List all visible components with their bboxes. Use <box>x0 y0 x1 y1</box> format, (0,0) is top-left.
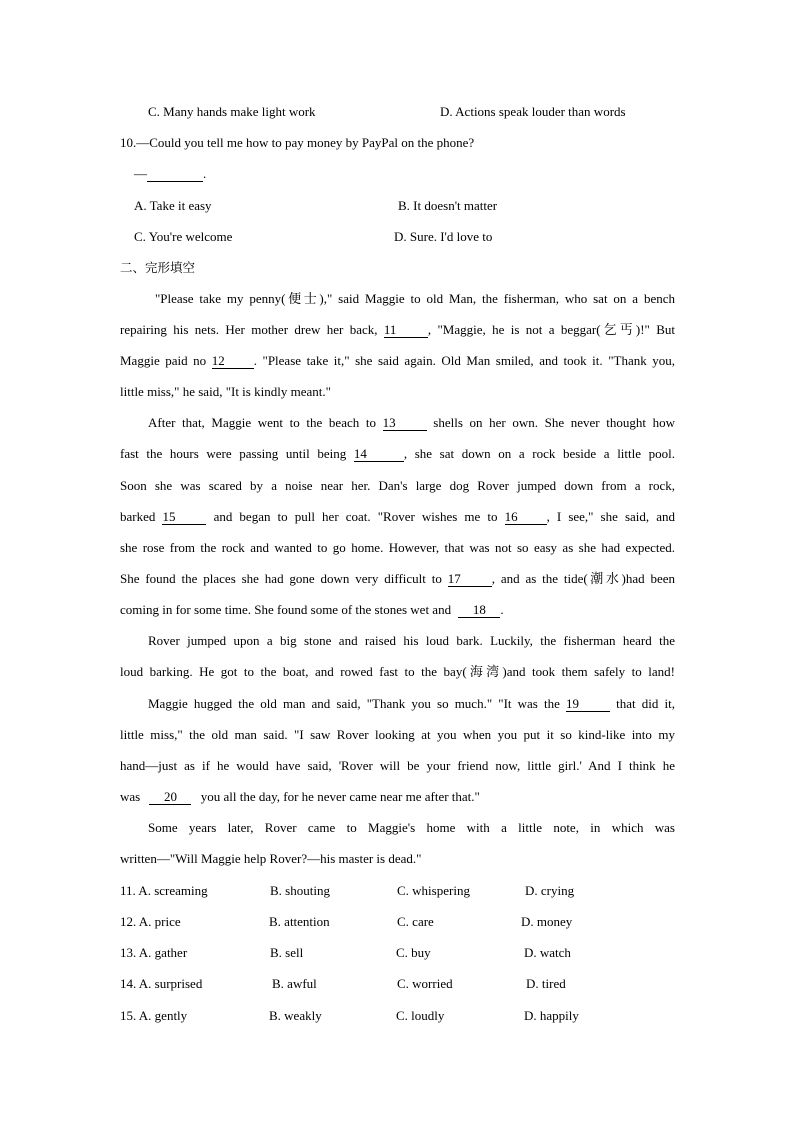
passage-text: She found the places she had gone down very difficult to <box>120 571 442 586</box>
q10-option-c: C. You're welcome <box>134 229 233 244</box>
q14-option-d: D. tired <box>526 976 566 991</box>
blank-14: 14 <box>354 447 404 462</box>
passage-line: Soon she was scared by a noise near her. Dan's large dog Rover jumped down from a rock, <box>120 478 675 493</box>
q12-option-a: 12. A. price <box>120 914 181 929</box>
passage-line: Rover jumped upon a big stone and raised his loud bark. Luckily, the fisherman heard the <box>148 633 675 648</box>
passage-line <box>120 601 504 619</box>
blank-17: 17 <box>448 572 492 587</box>
passage-line <box>120 570 675 588</box>
passage-text: and began to pull her coat. "Rover wishes me to <box>213 509 498 524</box>
passage-line: written—"Will Maggie help Rover?—his master is dead." <box>120 851 422 866</box>
passage-text: , "Maggie, he is not a beggar(乞丐)!" But <box>427 322 675 337</box>
q10-option-a: A. Take it easy <box>134 198 212 213</box>
passage-line <box>148 414 675 432</box>
blank-16: 16 <box>505 510 547 525</box>
blank-15: 15 <box>162 510 206 525</box>
q11-option-d: D. crying <box>525 883 575 898</box>
passage-line <box>120 321 675 339</box>
passage-text: that did it, <box>616 696 676 711</box>
q13-option-d: D. watch <box>524 945 571 960</box>
passage-line: "Please take my penny(便士)," said Maggie to old Man, the fisherman, who sat on a bench <box>155 291 675 306</box>
q14-option-c: C. worried <box>397 976 453 991</box>
passage-text: Maggie paid no <box>120 353 207 368</box>
passage-text: shells on her own. She never thought how <box>433 415 676 430</box>
passage-text: , she sat down on a rock beside a little pool. <box>403 446 676 461</box>
q9-option-d: D. Actions speak louder than words <box>440 104 626 119</box>
passage-line: loud barking. He got to the boat, and rowed fast to the bay(海湾)and took them safely to land! <box>120 664 675 679</box>
q15-option-c: C. loudly <box>396 1008 445 1023</box>
q12-option-d: D. money <box>521 914 573 929</box>
passage-line <box>120 445 675 463</box>
passage-text: you all the day, for he never came near me after that." <box>200 789 480 804</box>
passage-text: , and as the tide(潮水)had been <box>491 571 675 586</box>
passage-text: repairing his nets. Her mother drew her back, <box>120 322 378 337</box>
passage-text: . "Please take it," she said again. Old Man smiled, and took it. "Thank you, <box>253 353 675 368</box>
blank-13: 13 <box>383 416 427 431</box>
q10-answer-blank <box>147 167 203 182</box>
passage-text: was <box>120 789 141 804</box>
q13-option-b: B. sell <box>270 945 304 960</box>
q11-option-b: B. shouting <box>270 883 330 898</box>
q15-option-a: 15. A. gently <box>120 1008 188 1023</box>
passage-line: hand—just as if he would have said, 'Rover will be your friend now, little girl.' And I think he <box>120 758 675 773</box>
passage-text: fast the hours were passing until being <box>120 446 347 461</box>
passage-line <box>120 788 480 806</box>
blank-11: 11 <box>384 323 428 338</box>
passage-text: coming in for some time. She found some of the stones wet and <box>120 602 452 617</box>
q10-answer-line <box>134 165 206 183</box>
q11-option-c: C. whispering <box>397 883 470 898</box>
q12-option-b: B. attention <box>269 914 330 929</box>
passage-line: little miss," the old man said. "I saw Rover looking at you when you put it so kind-like into my <box>120 727 675 742</box>
q10-answer-dash: — <box>134 166 147 181</box>
passage-line <box>148 695 675 713</box>
q15-option-d: D. happily <box>524 1008 579 1023</box>
blank-18: 18 <box>458 603 500 618</box>
q12-option-c: C. care <box>397 914 434 929</box>
q15-option-b: B. weakly <box>269 1008 322 1023</box>
section-title: 二、完形填空 <box>120 260 196 275</box>
passage-line: little miss," he said, "It is kindly meant." <box>120 384 331 399</box>
blank-12: 12 <box>212 354 254 369</box>
passage-text: Maggie hugged the old man and said, "Thank you so much." "It was the <box>148 696 560 711</box>
blank-19: 19 <box>566 697 610 712</box>
passage-text: , I see," she said, and <box>546 509 676 524</box>
q10-option-d: D. Sure. I'd love to <box>394 229 493 244</box>
q13-option-c: C. buy <box>396 945 431 960</box>
passage-line <box>120 352 675 370</box>
q10-answer-period: . <box>203 166 207 181</box>
q13-option-a: 13. A. gather <box>120 945 188 960</box>
passage-line: Some years later, Rover came to Maggie's home with a little note, in which was <box>148 820 675 835</box>
passage-line <box>120 508 675 526</box>
passage-text: After that, Maggie went to the beach to <box>148 415 376 430</box>
q10-question: 10.—Could you tell me how to pay money by PayPal on the phone? <box>120 135 475 150</box>
passage-text: barked <box>120 509 156 524</box>
q11-option-a: 11. A. screaming <box>120 883 208 898</box>
q10-option-b: B. It doesn't matter <box>398 198 498 213</box>
passage-text: . <box>500 602 504 617</box>
q14-option-a: 14. A. surprised <box>120 976 203 991</box>
blank-20: 20 <box>149 790 191 805</box>
q9-option-c: C. Many hands make light work <box>148 104 316 119</box>
q14-option-b: B. awful <box>272 976 317 991</box>
passage-line: she rose from the rock and wanted to go home. However, that was not so easy as she had expected. <box>120 540 675 555</box>
